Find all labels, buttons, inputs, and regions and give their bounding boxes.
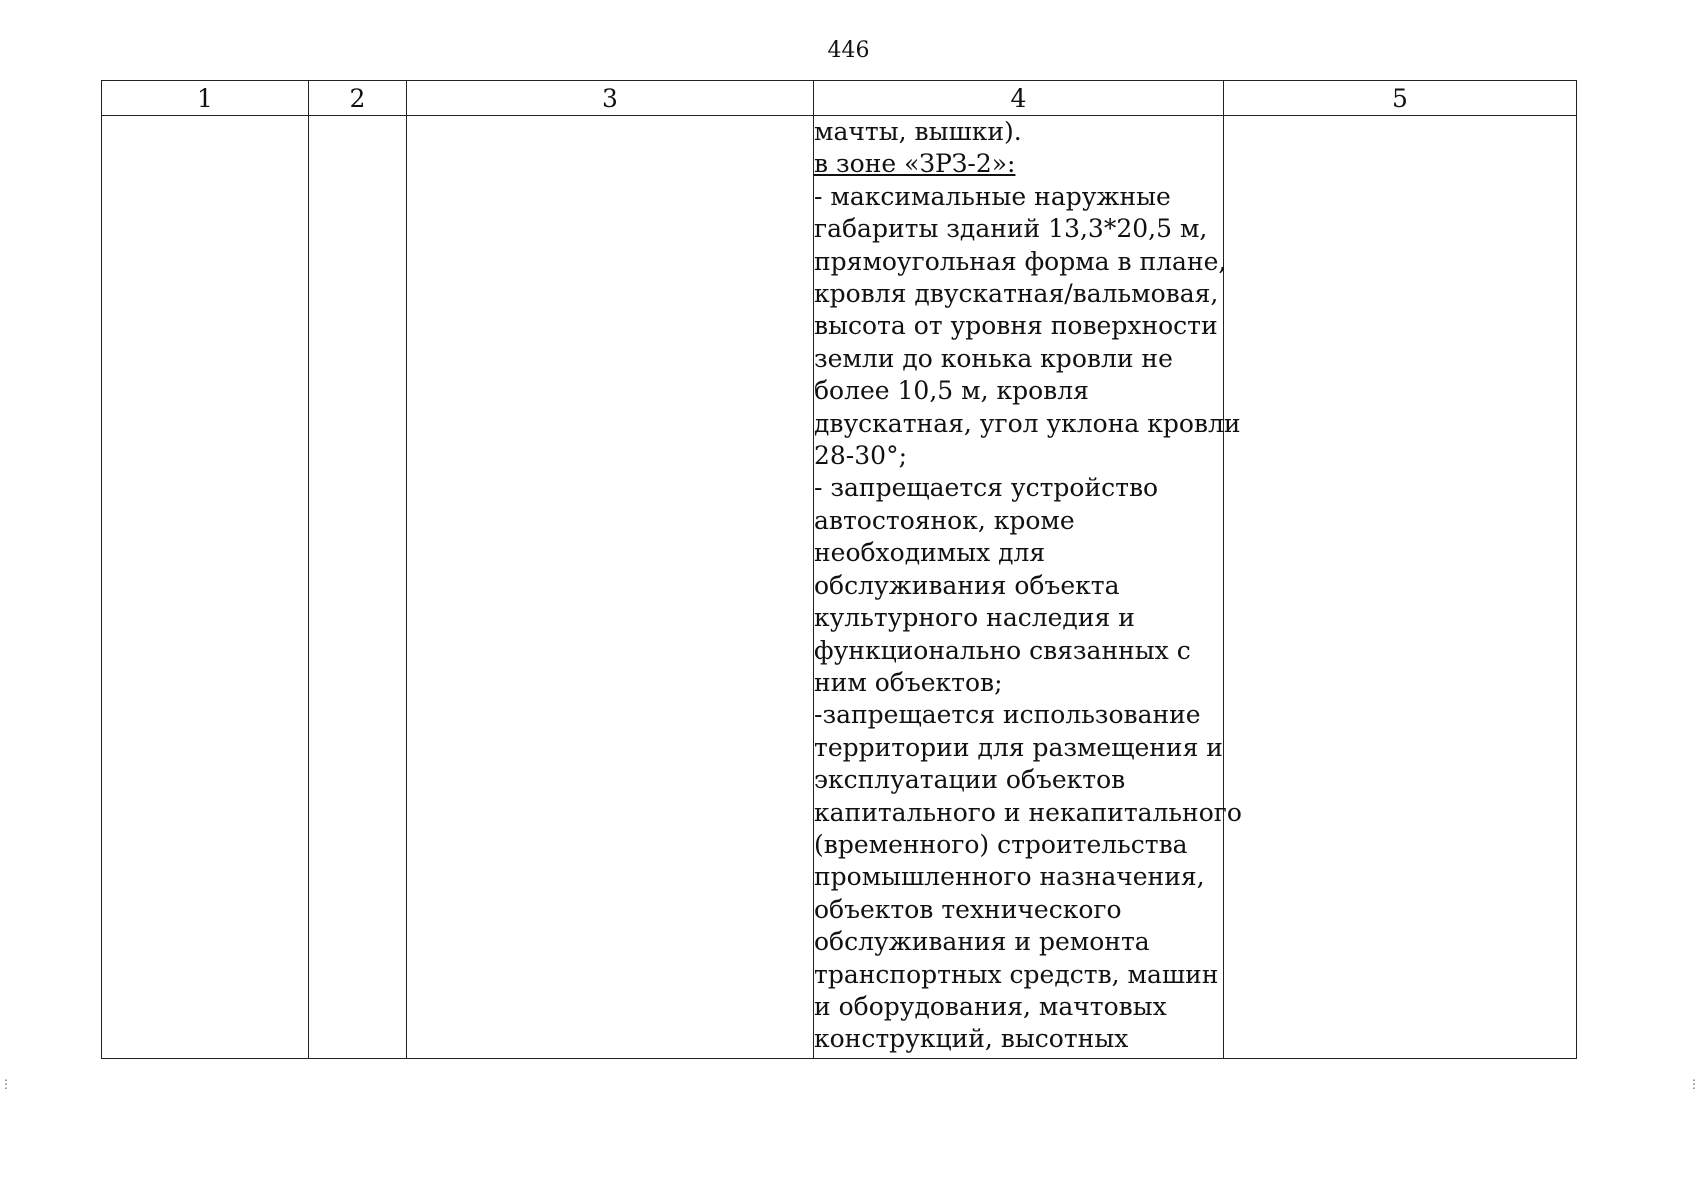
text-line: - максимальные наружные — [814, 181, 1171, 211]
scan-edge-mark-right: ⋮ — [1688, 1077, 1700, 1091]
text-line: территории для размещения и — [814, 732, 1223, 762]
zone-heading: в зоне «ЗРЗ-2»: — [814, 149, 1016, 179]
text-line: функционально связанных с — [814, 635, 1191, 665]
text-line: объектов технического — [814, 894, 1122, 924]
text-line: культурного наследия и — [814, 603, 1135, 633]
cell-column-1 — [102, 116, 309, 1059]
column-header-2: 2 — [309, 81, 407, 116]
text-line: и оборудования, мачтовых — [814, 991, 1167, 1021]
text-line: (временного) строительства — [814, 829, 1188, 859]
table-header-row — [102, 81, 1577, 116]
text-line: высота от уровня поверхности — [814, 311, 1218, 341]
cell-column-4 — [814, 116, 1242, 1059]
column-header-3: 3 — [407, 81, 814, 116]
text-line: 28-30°; — [814, 441, 907, 471]
text-line: обслуживания объекта — [814, 570, 1120, 600]
page-number: 446 — [827, 38, 870, 63]
text-line: более 10,5 м, кровля — [814, 376, 1089, 406]
scan-edge-mark-left: ⋮ — [0, 1077, 12, 1091]
column-header-5: 5 — [1224, 81, 1577, 116]
cell-column-2 — [309, 116, 407, 1059]
text-line: - запрещается устройство — [814, 473, 1159, 503]
text-line: ним объектов; — [814, 667, 1003, 697]
table-row — [102, 116, 1577, 1059]
text-line: автостоянок, кроме — [814, 505, 1075, 535]
column-header-1: 1 — [102, 81, 309, 116]
regulations-table — [101, 80, 1577, 1059]
text-line: прямоугольная форма в плане, — [814, 246, 1227, 276]
text-line: двускатная, угол уклона кровли — [814, 408, 1241, 438]
text-line: кровля двускатная/вальмовая, — [814, 279, 1219, 309]
text-line: промышленного назначения, — [814, 862, 1205, 892]
cell-column-3 — [407, 116, 814, 1059]
text-line: земли до конька кровли не — [814, 343, 1173, 373]
text-line: мачты, вышки). — [814, 117, 1022, 146]
text-line: обслуживания и ремонта — [814, 927, 1150, 957]
text-line: транспортных средств, машин — [814, 959, 1219, 989]
cell-column-5 — [1224, 116, 1577, 1059]
text-line: габариты зданий 13,3*20,5 м, — [814, 214, 1208, 244]
text-line: необходимых для — [814, 538, 1046, 568]
text-line: эксплуатации объектов — [814, 765, 1126, 795]
column-header-4: 4 — [814, 81, 1224, 116]
text-line: -запрещается использование — [814, 700, 1201, 730]
text-line: капитального и некапитального — [814, 797, 1242, 827]
text-line: конструкций, высотных — [814, 1024, 1129, 1054]
